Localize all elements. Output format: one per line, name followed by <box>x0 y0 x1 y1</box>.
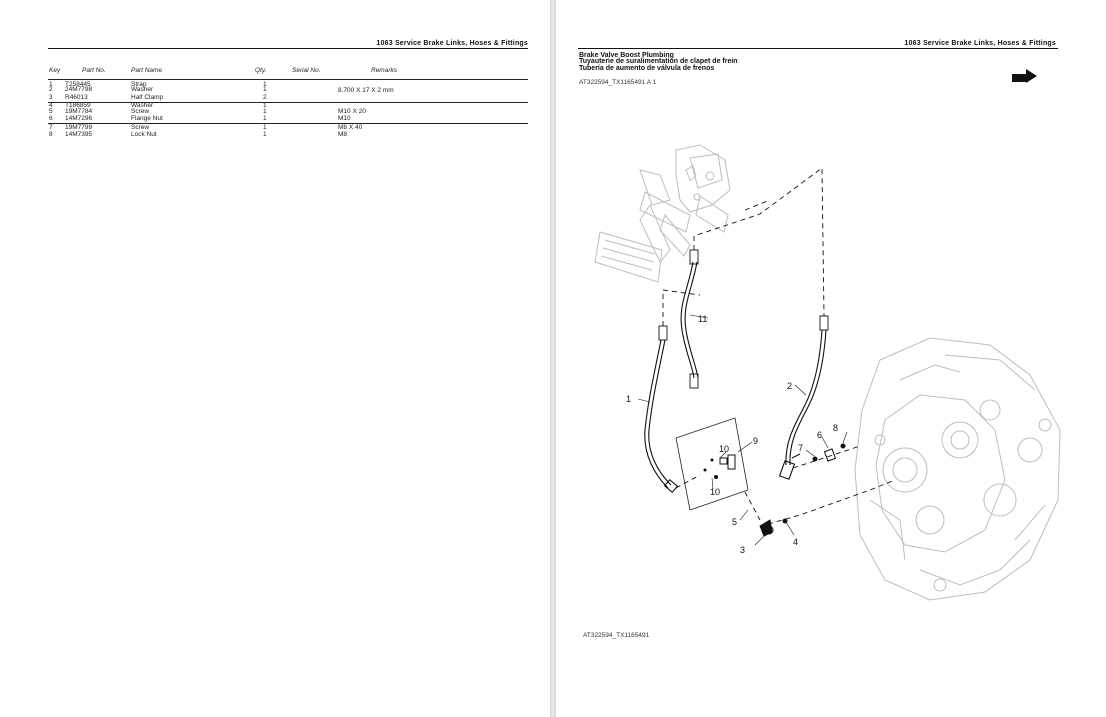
col-serial-no: Serial No. <box>292 67 321 74</box>
callout-8: 8 <box>833 423 839 433</box>
row-key: 3 <box>49 94 53 101</box>
row-qty: 1 <box>263 102 267 109</box>
table-rule <box>48 79 528 80</box>
image-ref-top: AT322594_TX1165491 A 1 <box>579 79 657 86</box>
row-part-no: 19M7799 <box>65 124 93 131</box>
row-qty: 1 <box>263 81 267 88</box>
table-rule <box>48 123 528 124</box>
page-arrow-icon <box>1012 69 1038 83</box>
callout-4: 4 <box>793 537 799 547</box>
row-part-name: Screw <box>131 108 150 115</box>
callout-9: 9 <box>753 436 759 446</box>
callout-labels <box>626 314 838 555</box>
dashed-leaders <box>663 168 895 524</box>
callout-5: 5 <box>732 517 738 527</box>
callout-2: 2 <box>787 381 793 391</box>
right-header-title: 1063 Service Brake Links, Hoses & Fittings <box>904 40 1056 47</box>
row-key: 5 <box>49 108 53 115</box>
row-qty: 1 <box>263 108 267 115</box>
row-part-no: R46013 <box>65 94 88 101</box>
title-spanish: Tubería de aumento de válvula de frenos <box>579 65 715 72</box>
callout-6: 6 <box>817 430 823 440</box>
row-key: 1 <box>49 81 53 88</box>
row-qty: 1 <box>263 124 267 131</box>
row-part-no: 14M7296 <box>65 115 93 122</box>
brake-pedal-assembly <box>595 145 730 282</box>
row-key: 4 <box>49 102 53 109</box>
row-part-no: 14M7395 <box>65 131 93 138</box>
left-header-title: 1063 Service Brake Links, Hoses & Fittings <box>376 40 528 47</box>
row-qty: 1 <box>263 115 267 122</box>
left-page <box>0 0 550 717</box>
row-part-name: Flange Nut <box>131 115 163 122</box>
image-ref-bottom: AT322594_TX1165491 <box>583 632 650 639</box>
row-remarks: M10 X 20 <box>338 108 366 115</box>
row-qty: 1 <box>263 131 267 138</box>
transmission-housing <box>855 338 1060 600</box>
callout-10-lower: 10 <box>710 487 721 497</box>
table-rule <box>48 102 528 103</box>
col-part-no: Part No. <box>82 67 106 74</box>
callout-11: 11 <box>698 314 708 324</box>
right-header-rule <box>578 48 1058 49</box>
callout-7: 7 <box>798 443 804 453</box>
callout-leaders <box>638 315 847 545</box>
callout-1: 1 <box>626 394 632 404</box>
row-key: 2 <box>49 86 53 93</box>
row-part-no: T258445 <box>65 81 91 88</box>
row-remarks: 8.700 X 17 X 2 mm <box>338 87 394 94</box>
row-part-no: 24M7798 <box>65 86 93 93</box>
col-remarks: Remarks <box>371 67 398 74</box>
row-remarks: M8 X 40 <box>338 124 363 131</box>
row-remarks: M8 <box>338 131 348 138</box>
row-part-no: T186859 <box>65 102 91 109</box>
col-part-name: Part Name <box>131 67 163 74</box>
hose-11 <box>681 262 694 378</box>
row-part-no: 19M7784 <box>65 108 93 115</box>
row-part-name: Washer <box>131 102 154 109</box>
col-key: Key <box>49 67 61 74</box>
row-part-name: Washer <box>131 86 154 93</box>
callout-3: 3 <box>740 545 746 555</box>
row-key: 8 <box>49 131 53 138</box>
row-key: 6 <box>49 115 53 122</box>
callout-10-upper: 10 <box>719 444 730 454</box>
row-qty: 2 <box>263 94 267 101</box>
row-remarks: M10 <box>338 115 351 122</box>
title-french: Tuyauterie de suralimentation de clapet de frein <box>579 58 738 65</box>
row-qty: 1 <box>263 86 267 93</box>
row-key: 7 <box>49 124 53 131</box>
row-part-name: Half Clamp <box>131 94 164 101</box>
brake-hoses <box>645 250 828 492</box>
plumbing-diagram <box>556 100 1106 620</box>
col-qty: Qty. <box>255 67 267 74</box>
row-part-name: Strap <box>131 81 147 88</box>
title-english: Brake Valve Boost Plumbing <box>579 52 674 59</box>
row-part-name: Screw <box>131 124 150 131</box>
row-part-name: Lock Nut <box>131 131 157 138</box>
left-header-rule <box>48 48 528 49</box>
